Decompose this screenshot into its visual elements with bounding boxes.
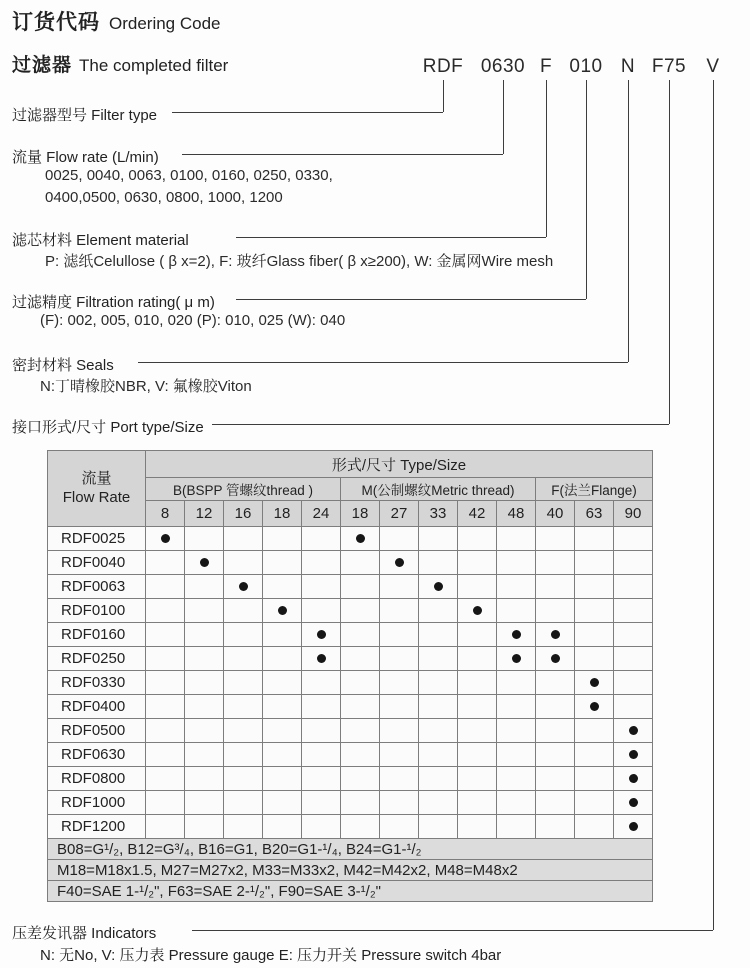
table-row [48,743,653,767]
connector-line [546,80,547,237]
availability-cell [614,647,653,671]
field-label-seals: 密封材料 Seals [12,357,114,374]
code-part-model: RDF [422,56,464,77]
size-column-header: 8 [146,501,185,527]
availability-dot-icon [590,702,599,711]
table-row [48,815,653,839]
availability-cell [302,575,341,599]
page-subtitle-cn: 过滤器 [12,55,73,76]
availability-dot-icon [629,726,638,735]
footnote-row [48,839,653,860]
availability-cell [302,791,341,815]
availability-cell [419,647,458,671]
availability-cell [419,719,458,743]
availability-cell [419,815,458,839]
availability-cell [497,743,536,767]
availability-cell [185,671,224,695]
availability-cell [146,671,185,695]
availability-cell [497,647,536,671]
connector-line [192,930,713,931]
availability-cell [146,767,185,791]
availability-cell [536,575,575,599]
availability-cell [263,527,302,551]
availability-dot-icon [551,654,560,663]
connector-line [669,80,670,424]
availability-cell [419,527,458,551]
availability-cell [185,743,224,767]
availability-cell [536,695,575,719]
page-title [12,6,221,36]
availability-cell [614,575,653,599]
model-cell: RDF1200 [48,815,146,839]
connector-line [713,80,714,930]
group-header-bspp: B(BSPP 管螺纹thread ) [146,478,341,501]
availability-cell [263,791,302,815]
availability-cell [458,767,497,791]
availability-cell [575,623,614,647]
size-column-header: 40 [536,501,575,527]
availability-cell [146,695,185,719]
group-header-metric: M(公制螺纹Metric thread) [341,478,536,501]
availability-cell [614,671,653,695]
availability-cell [146,719,185,743]
availability-dot-icon [629,750,638,759]
availability-dot-icon [629,822,638,831]
availability-cell [146,575,185,599]
availability-cell [419,671,458,695]
availability-cell [419,623,458,647]
connector-line [586,80,587,299]
availability-cell [575,575,614,599]
availability-cell [341,815,380,839]
availability-cell [575,671,614,695]
availability-cell [614,527,653,551]
flow-rate-values-line1: 0025, 0040, 0063, 0100, 0160, 0250, 0330, [45,167,333,184]
availability-cell [224,791,263,815]
availability-cell [224,815,263,839]
availability-dot-icon [473,606,482,615]
availability-cell [302,599,341,623]
availability-dot-icon [161,534,170,543]
availability-cell [419,599,458,623]
availability-cell [263,575,302,599]
size-column-header: 63 [575,501,614,527]
availability-cell [263,767,302,791]
size-column-header: 16 [224,501,263,527]
availability-cell [224,551,263,575]
availability-cell [224,719,263,743]
availability-cell [497,719,536,743]
availability-cell [224,575,263,599]
availability-cell [302,527,341,551]
availability-cell [458,719,497,743]
availability-cell [575,743,614,767]
availability-cell [341,551,380,575]
availability-cell [302,815,341,839]
code-part-rating: 010 [569,56,603,77]
model-cell: RDF0500 [48,719,146,743]
availability-cell [575,647,614,671]
availability-cell [341,743,380,767]
field-label-port-type-size: 接口形式/尺寸 Port type/Size [12,419,204,436]
availability-cell [185,527,224,551]
table-row [48,695,653,719]
page-title-cn: 订货代码 [12,11,100,34]
size-column-header: 48 [497,501,536,527]
availability-cell [575,767,614,791]
availability-cell [185,791,224,815]
footnote-text: B08=G¹/₂, B12=G³/₄, B16=G1, B20=G1-¹/₄, B24=G1-¹/₂ [48,839,653,860]
availability-cell [263,647,302,671]
code-part-indicator: V [706,56,720,77]
availability-cell [536,743,575,767]
availability-cell [302,647,341,671]
availability-cell [497,599,536,623]
port-size-table [47,450,653,902]
connector-line [628,80,629,362]
connector-line [182,154,503,155]
availability-cell [575,695,614,719]
availability-cell [458,551,497,575]
availability-cell [497,575,536,599]
availability-cell [146,599,185,623]
availability-cell [185,647,224,671]
field-label-filter-type: 过滤器型号 Filter type [12,107,158,124]
availability-cell [380,695,419,719]
availability-cell [380,815,419,839]
connector-line [443,80,444,112]
availability-cell [341,719,380,743]
availability-cell [575,551,614,575]
availability-cell [185,599,224,623]
page-subtitle [12,50,228,77]
availability-dot-icon [317,630,326,639]
availability-cell [575,815,614,839]
availability-cell [224,527,263,551]
availability-cell [380,623,419,647]
header-row-top [48,451,653,478]
size-column-header: 12 [185,501,224,527]
availability-dot-icon [629,774,638,783]
availability-cell [380,647,419,671]
availability-cell [536,623,575,647]
availability-cell [380,743,419,767]
availability-dot-icon [551,630,560,639]
availability-cell [263,551,302,575]
availability-cell [614,599,653,623]
availability-dot-icon [629,798,638,807]
availability-cell [536,791,575,815]
element-material-values: P: 滤纸Celullose ( β x=2), F: 玻纤Glass fiber( β x≥200), W: 金属网Wire mesh [45,253,554,270]
availability-cell [302,719,341,743]
availability-cell [302,767,341,791]
availability-dot-icon [512,630,521,639]
availability-cell [341,623,380,647]
availability-cell [224,695,263,719]
flow-rate-header-en: Flow Rate [62,488,131,506]
availability-cell [146,791,185,815]
availability-cell [302,551,341,575]
table-row [48,647,653,671]
size-column-header: 42 [458,501,497,527]
availability-cell [419,551,458,575]
availability-cell [341,527,380,551]
availability-cell [497,791,536,815]
availability-cell [146,743,185,767]
availability-cell [263,623,302,647]
model-cell: RDF1000 [48,791,146,815]
availability-cell [263,599,302,623]
availability-cell [497,623,536,647]
availability-cell [536,551,575,575]
field-label-filtration-rating: 过滤精度 Filtration rating( μ m) [12,294,215,311]
model-cell: RDF0330 [48,671,146,695]
availability-dot-icon [356,534,365,543]
table-row [48,599,653,623]
availability-cell [263,743,302,767]
availability-cell [185,815,224,839]
availability-cell [263,815,302,839]
footnote-row [48,881,653,902]
availability-cell [458,815,497,839]
availability-cell [380,575,419,599]
availability-cell [458,623,497,647]
availability-cell [185,767,224,791]
connector-line [236,237,546,238]
code-part-material: F [539,56,553,77]
availability-cell [575,719,614,743]
availability-cell [302,671,341,695]
availability-cell [380,527,419,551]
availability-dot-icon [239,582,248,591]
size-column-header: 27 [380,501,419,527]
table-row [48,767,653,791]
availability-cell [614,743,653,767]
table-row [48,719,653,743]
size-column-header: 18 [341,501,380,527]
model-cell: RDF0800 [48,767,146,791]
model-cell: RDF0100 [48,599,146,623]
availability-cell [536,767,575,791]
availability-dot-icon [512,654,521,663]
availability-cell [185,551,224,575]
availability-cell [185,623,224,647]
availability-cell [263,719,302,743]
code-part-seal: N [620,56,636,77]
size-column-header: 90 [614,501,653,527]
connector-line [172,112,443,113]
availability-cell [341,575,380,599]
connector-line [503,80,504,154]
connector-line [212,424,669,425]
availability-cell [380,791,419,815]
connector-line [138,362,628,363]
availability-cell [497,527,536,551]
availability-cell [458,695,497,719]
availability-cell [224,647,263,671]
availability-cell [458,671,497,695]
size-column-header: 24 [302,501,341,527]
availability-cell [458,791,497,815]
availability-cell [536,599,575,623]
availability-cell [497,695,536,719]
footnote-text: M18=M18x1.5, M27=M27x2, M33=M33x2, M42=M42x2, M48=M48x2 [48,860,653,881]
availability-cell [458,743,497,767]
footnote-row [48,860,653,881]
availability-cell [224,743,263,767]
model-cell: RDF0400 [48,695,146,719]
availability-cell [380,599,419,623]
connector-line [236,299,586,300]
availability-cell [224,767,263,791]
availability-cell [185,575,224,599]
availability-cell [614,623,653,647]
availability-dot-icon [434,582,443,591]
availability-cell [380,767,419,791]
availability-cell [302,623,341,647]
availability-cell [341,791,380,815]
availability-cell [419,695,458,719]
availability-cell [458,647,497,671]
availability-cell [419,791,458,815]
availability-cell [341,767,380,791]
availability-cell [302,743,341,767]
availability-cell [224,623,263,647]
size-column-header: 18 [263,501,302,527]
code-part-flow: 0630 [480,56,526,77]
table-row [48,551,653,575]
availability-cell [536,719,575,743]
size-column-header: 33 [419,501,458,527]
availability-cell [302,695,341,719]
availability-cell [185,719,224,743]
availability-cell [458,575,497,599]
availability-cell [146,623,185,647]
model-cell: RDF0630 [48,743,146,767]
table-row [48,575,653,599]
availability-dot-icon [395,558,404,567]
availability-cell [419,575,458,599]
filtration-rating-values: (F): 002, 005, 010, 020 (P): 010, 025 (W): 040 [40,312,346,329]
flow-rate-values-line2: 0400,0500, 0630, 0800, 1000, 1200 [45,189,283,206]
field-label-flow-rate: 流量 Flow rate (L/min) [12,149,159,166]
availability-cell [536,527,575,551]
table-head [48,451,653,527]
code-part-port: F75 [651,56,687,77]
availability-cell [341,671,380,695]
availability-cell [536,815,575,839]
availability-cell [614,815,653,839]
availability-cell [419,743,458,767]
availability-cell [263,695,302,719]
availability-cell [614,719,653,743]
model-cell: RDF0025 [48,527,146,551]
availability-dot-icon [200,558,209,567]
availability-cell [341,647,380,671]
footnote-text: F40=SAE 1-¹/₂", F63=SAE 2-¹/₂", F90=SAE 3-¹/₂" [48,881,653,902]
availability-cell [614,695,653,719]
availability-cell [458,599,497,623]
page-title-en: Ordering Code [109,14,221,33]
table-row [48,623,653,647]
availability-cell [575,599,614,623]
model-cell: RDF0040 [48,551,146,575]
availability-dot-icon [317,654,326,663]
availability-cell [380,719,419,743]
model-cell: RDF0250 [48,647,146,671]
availability-cell [497,551,536,575]
availability-cell [224,599,263,623]
flow-rate-header-cn: 流量 [81,469,112,487]
availability-cell [263,671,302,695]
availability-cell [614,767,653,791]
availability-cell [224,671,263,695]
type-size-header: 形式/尺寸 Type/Size [146,451,653,478]
availability-cell [497,767,536,791]
availability-cell [380,671,419,695]
flow-rate-header [48,451,146,527]
availability-cell [341,695,380,719]
table-row [48,791,653,815]
table-row [48,527,653,551]
availability-cell [341,599,380,623]
availability-cell [185,695,224,719]
indicators-values: N: 无No, V: 压力表 Pressure gauge E: 压力开关 Pressure switch 4bar [40,947,502,964]
availability-cell [614,791,653,815]
availability-dot-icon [590,678,599,687]
availability-cell [536,647,575,671]
availability-cell [146,647,185,671]
availability-cell [419,767,458,791]
availability-cell [536,671,575,695]
availability-cell [575,527,614,551]
group-header-flange: F(法兰Flange) [536,478,653,501]
availability-cell [380,551,419,575]
availability-cell [497,671,536,695]
table-row [48,671,653,695]
availability-cell [146,815,185,839]
availability-cell [146,551,185,575]
availability-cell [575,791,614,815]
availability-cell [497,815,536,839]
availability-cell [458,527,497,551]
seals-values: N:丁晴橡胶NBR, V: 氟橡胶Viton [40,378,252,395]
availability-cell [146,527,185,551]
availability-cell [614,551,653,575]
availability-dot-icon [278,606,287,615]
indicators-label: 压差发讯器 Indicators [12,925,157,942]
model-cell: RDF0160 [48,623,146,647]
field-label-element-material: 滤芯材料 Element material [12,232,189,249]
model-cell: RDF0063 [48,575,146,599]
table-body [48,527,653,902]
page-subtitle-en: The completed filter [79,56,229,75]
